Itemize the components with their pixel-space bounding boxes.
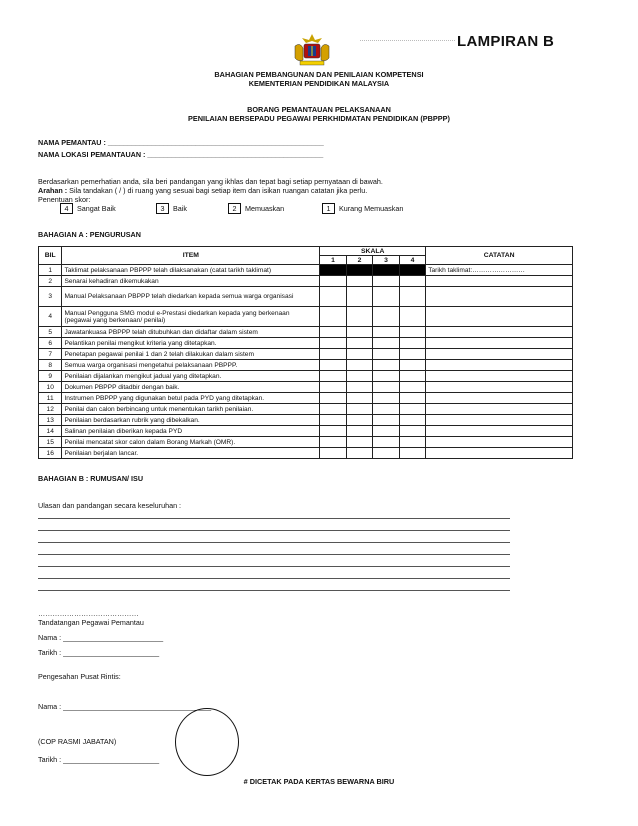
section-b-title: BAHAGIAN B : RUMUSAN/ ISU bbox=[38, 474, 144, 483]
score-cell[interactable] bbox=[346, 426, 372, 437]
signature-line[interactable]: …………………………………… bbox=[38, 609, 139, 618]
pengesahan-label: Pengesahan Pusat Rintis: bbox=[38, 672, 121, 681]
row-catatan[interactable]: Tarikh taklimat:…………………… bbox=[426, 265, 573, 276]
score-cell[interactable] bbox=[399, 437, 425, 448]
arahan-line bbox=[38, 186, 367, 195]
score-cell[interactable] bbox=[373, 327, 399, 338]
row-number: 7 bbox=[39, 349, 62, 360]
row-item: Penilaian berjalan lancar. bbox=[62, 448, 320, 459]
score-cell[interactable] bbox=[399, 349, 425, 360]
pengurusan-table bbox=[38, 246, 573, 459]
score-cell[interactable] bbox=[399, 448, 425, 459]
comment-line[interactable] bbox=[38, 530, 510, 531]
score-cell[interactable] bbox=[399, 327, 425, 338]
table-row bbox=[39, 287, 573, 307]
comment-line[interactable] bbox=[38, 554, 510, 555]
row-catatan[interactable] bbox=[426, 287, 573, 307]
score-cell[interactable] bbox=[399, 426, 425, 437]
row-catatan[interactable] bbox=[426, 437, 573, 448]
row-number: 13 bbox=[39, 415, 62, 426]
score-cell[interactable] bbox=[373, 371, 399, 382]
col-skala-2: 2 bbox=[346, 256, 372, 265]
score-box: 2 bbox=[228, 203, 241, 214]
score-cell[interactable] bbox=[320, 371, 346, 382]
row-item: Jawatankuasa PBPPP telah ditubuhkan dan didaftar dalam sistem bbox=[62, 327, 320, 338]
score-cell bbox=[346, 265, 372, 276]
row-catatan[interactable] bbox=[426, 276, 573, 287]
score-cell[interactable] bbox=[373, 382, 399, 393]
row-catatan[interactable] bbox=[426, 349, 573, 360]
row-number: 9 bbox=[39, 371, 62, 382]
row-number: 8 bbox=[39, 360, 62, 371]
row-item: Semua warga organisasi mengetahui pelaksanaan PBPPP. bbox=[62, 360, 320, 371]
row-item: Penilaian dijalankan mengikut jadual yang ditetapkan. bbox=[62, 371, 320, 382]
score-cell bbox=[320, 265, 346, 276]
score-cell[interactable] bbox=[373, 393, 399, 404]
col-skala-4: 4 bbox=[399, 256, 425, 265]
score-cell[interactable] bbox=[399, 307, 425, 327]
row-catatan[interactable] bbox=[426, 371, 573, 382]
score-cell[interactable] bbox=[373, 426, 399, 437]
score-cell[interactable] bbox=[346, 287, 372, 307]
row-item: Dokumen PBPPP ditadbir dengan baik. bbox=[62, 382, 320, 393]
table-row bbox=[39, 437, 573, 448]
score-cell[interactable] bbox=[320, 338, 346, 349]
score-legend-3 bbox=[156, 203, 187, 214]
section-a-title: BAHAGIAN A : PENGURUSAN bbox=[38, 230, 141, 239]
score-legend-4 bbox=[60, 203, 116, 214]
score-cell[interactable] bbox=[346, 437, 372, 448]
table-row bbox=[39, 338, 573, 349]
score-legend-2 bbox=[228, 203, 284, 214]
score-cell[interactable] bbox=[373, 349, 399, 360]
score-cell[interactable] bbox=[320, 404, 346, 415]
header-line2: KEMENTERIAN PENDIDIKAN MALAYSIA bbox=[248, 79, 390, 88]
score-cell[interactable] bbox=[373, 415, 399, 426]
comment-line[interactable] bbox=[38, 566, 510, 567]
comment-line[interactable] bbox=[38, 518, 510, 519]
score-cell[interactable] bbox=[320, 287, 346, 307]
score-cell[interactable] bbox=[346, 448, 372, 459]
row-number: 11 bbox=[39, 393, 62, 404]
score-cell[interactable] bbox=[346, 338, 372, 349]
header-divider bbox=[360, 40, 455, 41]
malaysia-crest-icon bbox=[291, 32, 333, 70]
row-catatan[interactable] bbox=[426, 360, 573, 371]
header-line1: BAHAGIAN PEMBANGUNAN DAN PENILAIAN KOMPETENSI bbox=[214, 70, 424, 79]
score-cell[interactable] bbox=[320, 307, 346, 327]
table-row bbox=[39, 404, 573, 415]
row-item: Instrumen PBPPP yang digunakan betul pada PYD yang ditetapkan. bbox=[62, 393, 320, 404]
col-catatan: CATATAN bbox=[426, 247, 573, 265]
footer-note: # DICETAK PADA KERTAS BEWARNA BIRU bbox=[243, 777, 395, 786]
row-catatan[interactable] bbox=[426, 415, 573, 426]
score-label: Sangat Baik bbox=[77, 204, 116, 213]
row-number: 1 bbox=[39, 265, 62, 276]
row-catatan[interactable] bbox=[426, 382, 573, 393]
score-cell[interactable] bbox=[346, 276, 372, 287]
row-number: 10 bbox=[39, 382, 62, 393]
score-cell[interactable] bbox=[320, 426, 346, 437]
row-item: Manual Pelaksanaan PBPPP telah diedarkan kepada semua warga organisasi bbox=[62, 287, 320, 307]
row-item: Penetapan pegawai penilai 1 dan 2 telah dilakukan dalam sistem bbox=[62, 349, 320, 360]
score-box: 1 bbox=[322, 203, 335, 214]
row-item: Penilai dan calon berbincang untuk menentukan tarikh penilaian. bbox=[62, 404, 320, 415]
score-cell[interactable] bbox=[346, 404, 372, 415]
row-number: 14 bbox=[39, 426, 62, 437]
row-catatan[interactable] bbox=[426, 327, 573, 338]
form-subtitle: PENILAIAN BERSEPADU PEGAWAI PERKHIDMATAN PENDIDIKAN (PBPPP) bbox=[188, 114, 450, 123]
table-row bbox=[39, 276, 573, 287]
official-stamp-area[interactable] bbox=[175, 708, 239, 776]
row-catatan[interactable] bbox=[426, 338, 573, 349]
table-row bbox=[39, 265, 573, 276]
nama-pengesah-field[interactable]: Nama : _____________________________________ bbox=[38, 702, 212, 711]
score-legend-1 bbox=[322, 203, 403, 214]
row-item: Penilai mencatat skor calon dalam Borang Markah (OMR). bbox=[62, 437, 320, 448]
score-cell[interactable] bbox=[320, 437, 346, 448]
tarikh-pengesah-field[interactable]: Tarikh : ________________________ bbox=[38, 755, 160, 764]
score-box: 4 bbox=[60, 203, 73, 214]
row-catatan[interactable] bbox=[426, 307, 573, 327]
score-cell[interactable] bbox=[373, 448, 399, 459]
score-cell[interactable] bbox=[399, 276, 425, 287]
row-number: 6 bbox=[39, 338, 62, 349]
score-cell[interactable] bbox=[373, 276, 399, 287]
score-label: Memuaskan bbox=[245, 204, 285, 213]
score-cell[interactable] bbox=[320, 415, 346, 426]
row-catatan[interactable] bbox=[426, 426, 573, 437]
score-cell[interactable] bbox=[346, 327, 372, 338]
score-cell[interactable] bbox=[346, 415, 372, 426]
row-number: 5 bbox=[39, 327, 62, 338]
score-cell bbox=[399, 265, 425, 276]
nama-pemantau-field[interactable]: NAMA PEMANTAU : ______________________________________________________ bbox=[38, 138, 324, 147]
score-cell[interactable] bbox=[399, 338, 425, 349]
row-number: 15 bbox=[39, 437, 62, 448]
score-cell[interactable] bbox=[373, 360, 399, 371]
score-cell[interactable] bbox=[399, 382, 425, 393]
row-number: 3 bbox=[39, 287, 62, 307]
row-item: Senarai kehadiran dikemukakan bbox=[62, 276, 320, 287]
tarikh-field[interactable]: Tarikh : ________________________ bbox=[38, 648, 160, 657]
instruction-text: Berdasarkan pemerhatian anda, sila beri pandangan yang ikhlas dan tepat bagi setiap pernyataan di bawah. bbox=[38, 177, 383, 186]
col-skala: SKALA bbox=[320, 247, 426, 256]
score-cell[interactable] bbox=[399, 404, 425, 415]
row-item: Pelantikan penilai mengikut kriteria yang ditetapkan. bbox=[62, 338, 320, 349]
score-cell[interactable] bbox=[373, 307, 399, 327]
score-cell[interactable] bbox=[320, 382, 346, 393]
score-cell[interactable] bbox=[399, 415, 425, 426]
score-label: Kurang Memuaskan bbox=[339, 204, 404, 213]
score-cell[interactable] bbox=[320, 327, 346, 338]
lampiran-label: LAMPIRAN B bbox=[457, 33, 555, 50]
score-cell bbox=[373, 265, 399, 276]
score-cell[interactable] bbox=[373, 338, 399, 349]
row-item: Manual Pengguna SMG modul e-Prestasi diedarkan kepada yang berkenaan (pegawai yang berkenaan/ penilai) bbox=[62, 307, 320, 327]
score-label: Baik bbox=[173, 204, 187, 213]
comment-line[interactable] bbox=[38, 578, 510, 579]
score-cell[interactable] bbox=[320, 393, 346, 404]
tandatangan-label: Tandatangan Pegawai Pemantau bbox=[38, 618, 144, 627]
cop-label: (COP RASMI JABATAN) bbox=[38, 737, 117, 746]
row-item: Salinan penilaian diberikan kepada PYD bbox=[62, 426, 320, 437]
nama-field[interactable]: Nama : _________________________ bbox=[38, 633, 164, 642]
row-catatan[interactable] bbox=[426, 404, 573, 415]
comment-line[interactable] bbox=[38, 590, 510, 591]
table-row bbox=[39, 360, 573, 371]
score-cell[interactable] bbox=[373, 437, 399, 448]
table-row bbox=[39, 349, 573, 360]
score-cell[interactable] bbox=[320, 276, 346, 287]
score-cell[interactable] bbox=[346, 382, 372, 393]
nama-lokasi-field[interactable]: NAMA LOKASI PEMANTAUAN : ____________________________________________ bbox=[38, 150, 324, 159]
score-cell[interactable] bbox=[320, 448, 346, 459]
score-cell[interactable] bbox=[346, 371, 372, 382]
score-cell[interactable] bbox=[346, 349, 372, 360]
score-cell[interactable] bbox=[399, 393, 425, 404]
row-catatan[interactable] bbox=[426, 448, 573, 459]
table-row bbox=[39, 382, 573, 393]
score-cell[interactable] bbox=[399, 287, 425, 307]
row-number: 4 bbox=[39, 307, 62, 327]
table-row bbox=[39, 327, 573, 338]
row-item: Penilaian berdasarkan rubrik yang dibekalkan. bbox=[62, 415, 320, 426]
table-row bbox=[39, 371, 573, 382]
table-row bbox=[39, 307, 573, 327]
table-row bbox=[39, 415, 573, 426]
score-cell[interactable] bbox=[373, 404, 399, 415]
score-cell[interactable] bbox=[399, 371, 425, 382]
score-cell[interactable] bbox=[346, 360, 372, 371]
form-title: BORANG PEMANTAUAN PELAKSANAAN bbox=[247, 105, 391, 114]
arahan-label: Arahan : bbox=[38, 186, 68, 195]
col-skala-3: 3 bbox=[373, 256, 399, 265]
row-item: Taklimat pelaksanaan PBPPP telah dilaksanakan (catat tarikh taklimat) bbox=[62, 265, 320, 276]
row-catatan[interactable] bbox=[426, 393, 573, 404]
ulasan-label: Ulasan dan pandangan secara keseluruhan : bbox=[38, 501, 182, 510]
col-item: ITEM bbox=[62, 247, 320, 265]
col-skala-1: 1 bbox=[320, 256, 346, 265]
score-box: 3 bbox=[156, 203, 169, 214]
score-cell[interactable] bbox=[320, 360, 346, 371]
table-row bbox=[39, 448, 573, 459]
table-row bbox=[39, 393, 573, 404]
row-number: 16 bbox=[39, 448, 62, 459]
score-cell[interactable] bbox=[373, 287, 399, 307]
penentuan-skor-label: Penentuan skor: bbox=[38, 195, 91, 204]
score-cell[interactable] bbox=[346, 307, 372, 327]
col-bil: BIL bbox=[39, 247, 62, 265]
score-cell[interactable] bbox=[346, 393, 372, 404]
row-number: 2 bbox=[39, 276, 62, 287]
table-row bbox=[39, 426, 573, 437]
score-cell[interactable] bbox=[320, 349, 346, 360]
row-number: 12 bbox=[39, 404, 62, 415]
comment-line[interactable] bbox=[38, 542, 510, 543]
arahan-text: Sila tandakan ( / ) di ruang yang sesuai bagi setiap item dan isikan ruangan catatan jika perlu. bbox=[67, 186, 368, 195]
score-cell[interactable] bbox=[399, 360, 425, 371]
